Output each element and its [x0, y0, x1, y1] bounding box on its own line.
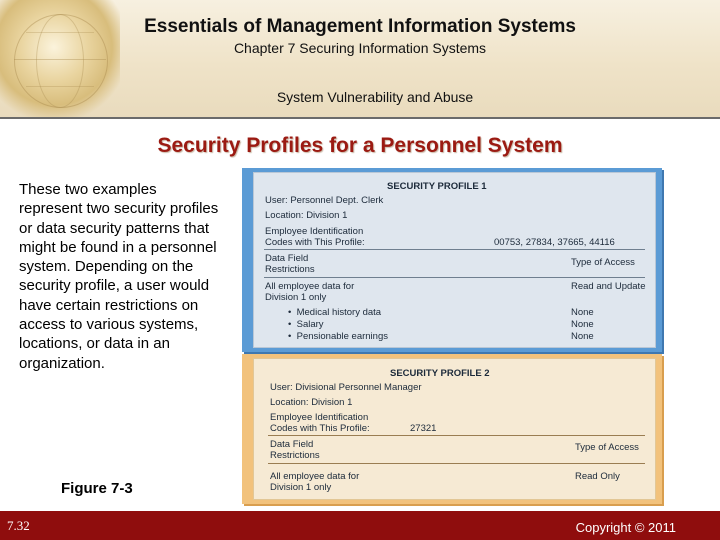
- copyright-notice: Copyright © 2011: [575, 520, 676, 535]
- profile-1-bullet-item: • Salary: [288, 319, 324, 330]
- profile-1-data-field-label-2: Restrictions: [265, 264, 315, 275]
- profile-1-row-label-2: Division 1 only: [265, 292, 327, 303]
- slide-header: [0, 0, 720, 118]
- profile-2-user: User: Divisional Personnel Manager: [270, 382, 422, 393]
- profile-1-location: Location: Division 1: [265, 210, 348, 221]
- bullet-label: Pensionable earnings: [296, 331, 388, 342]
- bullet-label: Medical history data: [296, 307, 382, 318]
- header-divider: [0, 117, 720, 119]
- profile-1-user: User: Personnel Dept. Clerk: [265, 195, 384, 206]
- security-profile-1-card: [253, 172, 656, 348]
- profile-1-emp-codes-label-2: Codes with This Profile:: [265, 237, 365, 248]
- profile-1-divider: [264, 277, 645, 278]
- profile-2-access-header: Type of Access: [575, 442, 639, 453]
- profile-2-row-label-1: All employee data for: [270, 471, 360, 482]
- chapter-title: Chapter 7 Securing Information Systems: [233, 40, 487, 56]
- profile-2-data-field-label-2: Restrictions: [270, 450, 320, 461]
- profile-1-bullet-access: None: [571, 331, 594, 342]
- body-paragraph: These two examples represent two security profiles or data security patterns that might be found in a personnel system. Depending on the security profile, a user would have certain restrictions on access to various systems, locations, or data in an organization.: [19, 181, 219, 372]
- profile-1-bullet-access: None: [571, 319, 594, 330]
- profile-1-heading: SECURITY PROFILE 1: [387, 181, 487, 192]
- page-number: 7.32: [7, 518, 30, 533]
- figure-caption: Figure 7-3: [61, 480, 133, 497]
- profile-2-location: Location: Division 1: [270, 397, 353, 408]
- bullet-label: Salary: [296, 319, 324, 330]
- profile-1-bullet-access: None: [571, 307, 594, 318]
- book-title: Essentials of Management Information Systems: [144, 16, 576, 37]
- profile-1-access-header: Type of Access: [571, 257, 635, 268]
- profile-2-emp-codes-label-1: Employee Identification: [270, 412, 369, 423]
- slide-footer: [0, 511, 720, 540]
- profile-2-row-label-2: Division 1 only: [270, 482, 332, 493]
- profile-2-divider: [268, 463, 645, 464]
- security-profile-1-panel: [242, 168, 662, 352]
- profile-1-divider: [264, 249, 645, 250]
- profile-1-row-label-1: All employee data for: [265, 281, 355, 292]
- profile-2-data-field-label-1: Data Field: [270, 439, 314, 450]
- profile-2-emp-codes-value: 27321: [410, 423, 437, 434]
- slide-title: Security Profiles for a Personnel System: [157, 134, 563, 157]
- profile-2-divider: [268, 435, 645, 436]
- profile-1-bullet-item: • Medical history data: [288, 307, 382, 318]
- security-profile-2-panel: [242, 354, 662, 504]
- profile-1-bullet-item: • Pensionable earnings: [288, 331, 388, 342]
- profile-1-emp-codes-label-1: Employee Identification: [265, 226, 364, 237]
- section-title: System Vulnerability and Abuse: [276, 89, 474, 105]
- profile-2-row-access: Read Only: [575, 471, 620, 482]
- security-profile-2-card: [253, 358, 656, 500]
- profile-1-emp-codes-value: 00753, 27834, 37665, 44116: [494, 237, 615, 248]
- profile-1-row-access: Read and Update: [571, 281, 646, 292]
- profile-2-heading: SECURITY PROFILE 2: [390, 368, 490, 379]
- profile-2-emp-codes-label-2: Codes with This Profile:: [270, 423, 370, 434]
- profile-1-data-field-label-1: Data Field: [265, 253, 309, 264]
